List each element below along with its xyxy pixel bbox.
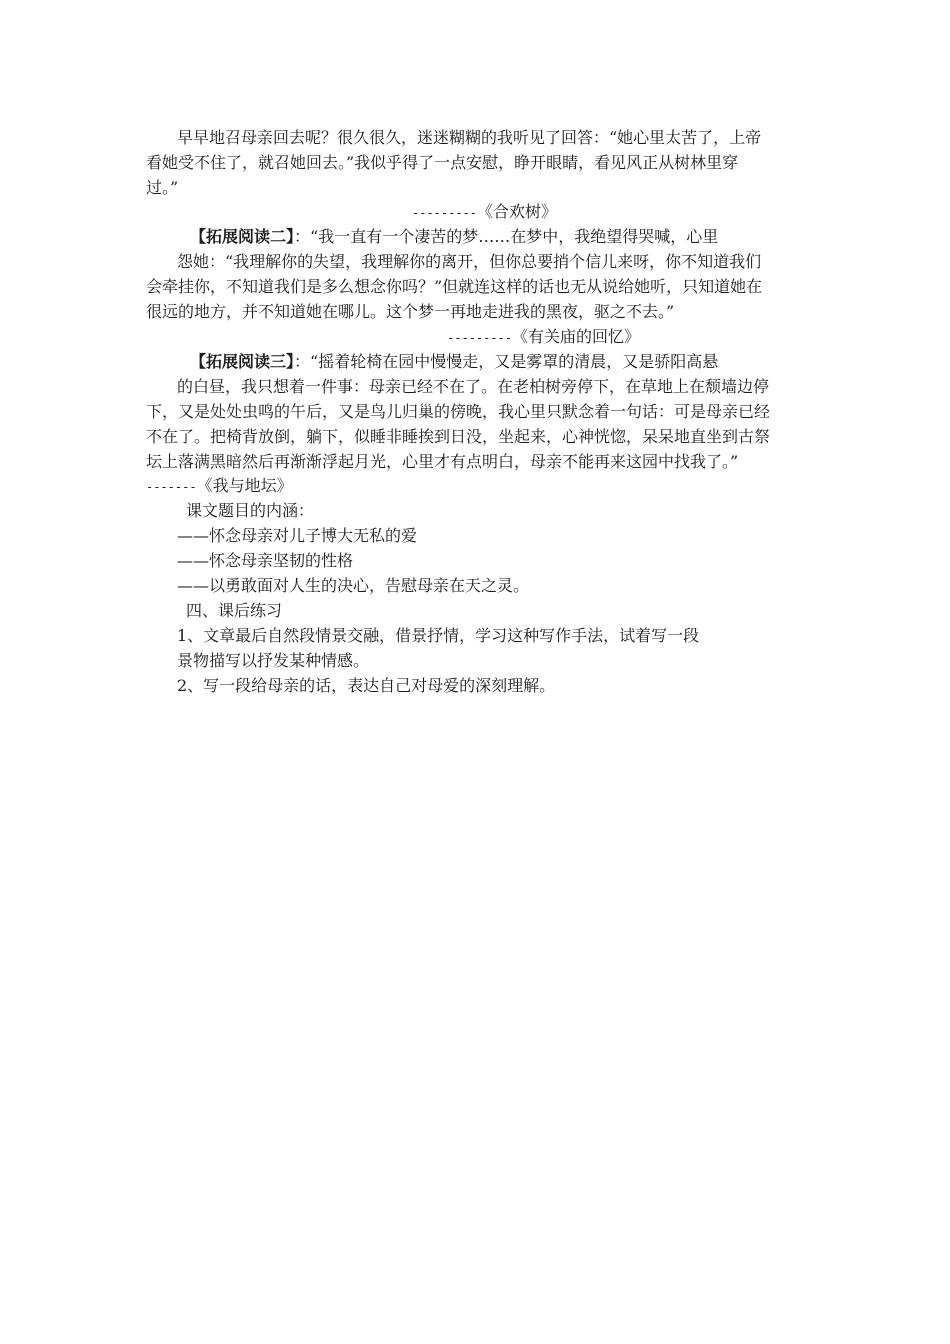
passage3-opening: ：“摇着轮椅在园中慢慢走，又是雾罩的清晨，又是骄阳高悬 — [294, 352, 719, 371]
meaning-heading: 课文题目的内涵： — [186, 501, 315, 520]
passage3-line-1: 的白昼，我只想着一件事：母亲已经不在了。在老柏树旁停下，在草地上在颓墙边停 — [177, 377, 770, 396]
passage3-label: 【拓展阅读三】 — [190, 352, 295, 371]
exercise-2: 2、写一段给母亲的话，表达自己对母爱的深刻理解。 — [177, 676, 556, 695]
exercise-1-line-1: 1、文章最后自然段情景交融，借景抒情，学习这种写作手法，试着写一段 — [177, 626, 700, 645]
passage2-line-2: 会牵挂你，不知道我们是多么想念你吗？”但就连这样的话也无从说给她听，只知道她在 — [146, 277, 763, 296]
meaning-item-3: ——以勇敢面对人生的决心，告慰母亲在天之灵。 — [177, 576, 530, 595]
passage2-line-1: 怨她：“我理解你的失望，我理解你的离开，但你总要捎个信儿来呀，你不知道我们 — [177, 252, 762, 271]
passage3-source — [146, 474, 293, 499]
passage1-source-title: 《合欢树》 — [477, 202, 558, 221]
passage3-line-4: 坛上落满黑暗然后再渐渐浮起月光，心里才有点明白，母亲不能再来这园中找我了。” — [146, 452, 739, 471]
passage1-line-2: 看她受不住了，就召她回去。”我似乎得了一点安慰，睁开眼睛，看见风正从树林里穿 — [146, 153, 739, 172]
passage1-line-3: 过。” — [146, 178, 179, 197]
passage1-source — [412, 200, 557, 225]
exercise-1-line-2: 景物描写以抒发某种情感。 — [177, 651, 370, 670]
passage3-source-dashes: ------- — [146, 480, 197, 494]
meaning-item-1: ——怀念母亲对儿子博大无私的爱 — [177, 526, 418, 545]
passage3-line-2: 下，又是处处虫鸣的午后，又是鸟儿归巢的傍晚，我心里只默念着一句话：可是母亲已经 — [146, 402, 771, 421]
meaning-item-2: ——怀念母亲坚韧的性格 — [177, 551, 354, 570]
passage3-source-title: 《我与地坛》 — [196, 476, 293, 495]
passage2-source — [447, 325, 640, 350]
passage1-source-dashes: --------- — [412, 206, 478, 220]
passage2-opening: ：“我一直有一个凄苦的梦……在梦中，我绝望得哭喊，心里 — [294, 227, 719, 246]
passage1-line-1: 早早地召母亲回去呢？很久很久，迷迷糊糊的我听见了回答：“她心里太苦了，上帝 — [177, 128, 762, 147]
passage2-line-3: 很远的地方，并不知道她在哪儿。这个梦一再地走进我的黑夜，驱之不去。” — [146, 302, 675, 321]
passage2-source-title: 《有关庙的回忆》 — [512, 327, 641, 346]
passage2-first-line — [190, 225, 718, 249]
passage3-line-3: 不在了。把椅背放倒，躺下，似睡非睡挨到日没，坐起来，心神恍惚，呆呆地直坐到古祭 — [146, 427, 771, 446]
passage2-label: 【拓展阅读二】 — [190, 227, 295, 246]
passage2-source-dashes: --------- — [447, 331, 513, 345]
exercises-heading: 四、课后练习 — [186, 601, 283, 620]
passage3-first-line — [190, 350, 718, 374]
